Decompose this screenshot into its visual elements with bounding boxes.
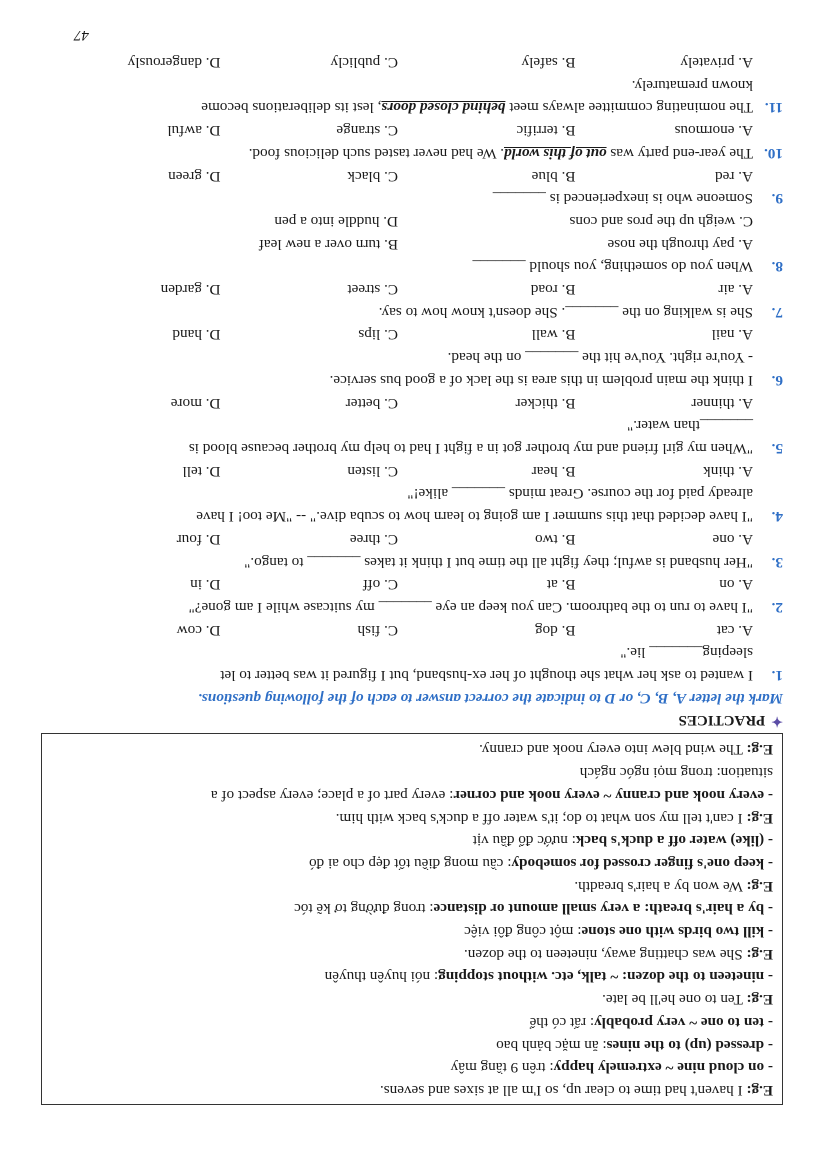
answer-option[interactable]: A. on [719,576,753,594]
question-item [43,323,783,391]
note-text: : nói huyên thuyên [324,968,439,986]
answer-option[interactable]: D. dangerously [127,54,221,72]
note-term: - by a hair's breath: a very small amount or distance [433,900,773,918]
question-line: "Her husband is awful; they fight all the time but I think it takes _______ to tango." [244,553,753,571]
question-number: 3. [771,553,783,571]
answer-option[interactable]: B. thicker [515,394,576,412]
note-line [50,738,773,761]
question-number: 2. [771,598,783,616]
question-line: "When my girl friend and my brother got in a fight I had to help my brother because blood is [188,440,753,458]
question-item [43,277,783,322]
question-line: "I have to run to the bathroom. Can you keep an eye _______ my suitcase while I am gone?" [188,598,753,616]
note-line [50,919,773,942]
question-line: , lest its deliberations become [201,99,382,117]
question-line: I think the main problem in this area is the lack of a good bus service. [329,371,753,389]
note-term: E.g: [746,991,773,1009]
question-text [43,368,783,391]
answer-options [43,459,765,482]
answer-options [43,527,765,550]
note-term: E.g: [746,945,773,963]
question-text [43,96,783,119]
question-line: sleeping_______ lie." [620,644,753,662]
answer-option[interactable]: B. at [546,576,576,594]
note-text: I can't tell my son what to do; it's water off a duck's back with him. [335,809,747,827]
note-text: : nước đổ đầu vịt [472,832,576,850]
answer-option[interactable]: C. lips [358,326,398,344]
note-term: - ten to one ~ very probably [594,1013,773,1031]
note-line [50,783,773,806]
note-term: - on cloud nine ~ extremely happy [553,1059,773,1077]
question-number: 11. [764,99,783,117]
note-text: Ten to one he'll be late. [602,991,747,1009]
question-text [43,663,783,686]
note-line [50,942,773,965]
answer-options [43,573,765,596]
question-number: 10. [764,144,783,162]
answer-option[interactable]: C. street [347,281,398,299]
note-term: - nineteen to the dozen: ~ talk, etc. without stopping [438,968,773,986]
question-item [43,50,783,118]
question-number: 7. [771,303,783,321]
note-term: - kill two birds with one stone [581,923,773,941]
answer-option[interactable]: D. more [170,394,221,412]
question-list [43,50,783,686]
question-item [43,391,783,459]
question-item [43,618,783,686]
note-text: : rất có thể [529,1013,595,1031]
note-line [50,851,773,874]
question-line: The nominating committee always meet [505,99,753,117]
note-text: I haven't had time to clear up, so I'm all at sixes and sevens. [379,1082,747,1099]
answer-option[interactable]: A. privately [680,54,753,72]
answer-options [43,164,765,187]
note-text: She was chatting away, nineteen to the dozen. [464,945,747,963]
note-line [50,1078,773,1101]
answer-option[interactable]: D. hand [172,326,221,344]
question-text [43,300,783,323]
question-text [43,482,765,505]
underlined-phrase: out of this world [504,144,607,162]
note-line [50,897,773,920]
note-term: E.g: [746,1082,773,1099]
practices-heading [43,709,783,731]
note-line [50,1033,773,1056]
note-text: : ăn mặc bảnh bao [496,1036,607,1054]
answer-option[interactable]: D. huddle into a pen [274,212,398,230]
note-text: : trên 9 tầng mây [450,1059,554,1077]
answer-option[interactable]: B. turn over a new leaf [258,235,398,253]
note-term: - keep one's finger crossed for somebody [511,854,773,872]
note-text: : every part of a place; every aspect of a [210,786,454,804]
answer-option[interactable]: D. green [168,167,221,185]
answer-option[interactable]: A. pay through the nose [607,235,753,253]
answer-option[interactable]: D. garden [160,281,221,299]
note-term: - (like) water off a duck's back [575,832,773,850]
question-line: Someone who is inexperienced is _______ [492,190,753,208]
question-text [43,641,765,664]
note-line [50,1056,773,1079]
question-line: I wanted to ask her what she thought of her ex-husband, but I figured it was better to let [220,667,753,685]
answer-option[interactable]: D. four [176,530,221,548]
question-item [43,209,783,277]
note-term: - dressed (up) to the nines [606,1036,773,1054]
question-number: 4. [771,508,783,526]
note-term: - every nook and cranny ~ every nook and corner [453,786,773,804]
answer-option[interactable]: A. air [718,281,753,299]
note-text: : trong đường tơ kẽ tóc [294,900,434,918]
answer-options [43,618,765,641]
answer-option[interactable]: B. terrific [516,122,576,140]
answer-option[interactable]: B. safely [521,54,576,72]
question-text [43,414,765,437]
answer-option[interactable]: B. blue [531,167,576,185]
question-item [43,573,783,618]
note-line [50,806,773,829]
question-text [43,141,783,164]
question-text [43,436,783,459]
note-line [50,829,773,852]
answer-option[interactable]: D. awful [167,122,221,140]
instruction-text: Mark the letter A, B, C, or D to indicate the correct answer to each of the following questions. [197,689,783,707]
note-text: The wind blew into every nook and cranny. [479,741,747,759]
note-line [50,760,773,783]
question-line: She is walking on the _______. She doesn't know how to say. [378,303,753,321]
answer-option[interactable]: A. enormous [674,122,753,140]
note-term: E.g: [746,809,773,827]
answer-option[interactable]: C. publicly [330,54,398,72]
answer-option[interactable]: C. three [349,530,398,548]
question-text [43,550,783,573]
question-text [43,595,783,618]
answer-option[interactable]: B. hear [531,462,576,480]
question-line: The year-end party was [606,144,753,162]
question-line: . We had never tasted such delicious food. [248,144,504,162]
answer-option[interactable]: A. nail [711,326,753,344]
answer-option[interactable]: D. cow [176,621,221,639]
answer-options [43,232,765,255]
question-text [43,187,783,210]
note-term: E.g: [746,741,773,759]
question-text [43,346,765,369]
answer-option[interactable]: A. cat [716,621,753,639]
note-text: : một công đôi việc [464,923,582,941]
question-item [43,164,783,209]
answer-option[interactable]: C. better [345,394,398,412]
answer-options [43,50,765,73]
note-text: : cầu mong điều tốt đẹp cho ai đó [308,854,512,872]
note-text: situation: trong mọi ngóc ngách [579,764,773,782]
answer-option[interactable]: C. weigh up the pros and cons [569,212,753,230]
answer-options [43,277,765,300]
question-line: _______than water." [627,417,753,435]
answer-option[interactable]: C. off [362,576,398,594]
question-line: known prematurely. [631,76,753,94]
question-line: - You're right. You've hit the _______ on the head. [447,349,753,367]
note-term: E.g: [746,877,773,895]
question-item [43,118,783,163]
star-icon: ✦ [771,713,783,729]
answer-option[interactable]: A. one [712,530,753,548]
note-line [50,965,773,988]
question-line: "I have decided that this summer I am going to learn how to scuba dive." -- "Me too! I have [196,508,753,526]
question-number: 9. [771,190,783,208]
note-line [50,874,773,897]
answer-options [43,391,765,414]
answer-option[interactable]: A. thinner [691,394,753,412]
question-number: 6. [771,371,783,389]
note-line [50,1010,773,1033]
answer-option[interactable]: B. dog [534,621,576,639]
answer-option[interactable]: B. two [534,530,576,548]
question-number: 1. [771,667,783,685]
page-number: 47 [74,27,89,43]
answer-option[interactable]: A. red [715,167,753,185]
note-line [50,987,773,1010]
answer-options [43,118,765,141]
answer-option[interactable]: B. wall [531,326,576,344]
answer-option[interactable]: D. in [190,576,221,594]
answer-option[interactable]: A. think [703,462,753,480]
answer-options [43,209,765,232]
question-line: already paid for the course. Great minds _______ alike!" [407,485,753,503]
idiom-notes-box [41,733,783,1105]
answer-options [43,323,765,346]
answer-option[interactable]: D. tell [182,462,221,480]
answer-option[interactable]: C. strange [336,122,398,140]
practices-title: PRACTICES [678,712,766,729]
question-number: 5. [771,440,783,458]
page-content [43,50,783,1105]
question-text [43,504,783,527]
question-line: When you do something, you should _______ [472,258,753,276]
answer-option[interactable]: C. black [347,167,398,185]
answer-option[interactable]: B. road [530,281,576,299]
answer-option[interactable]: C. fish [357,621,398,639]
note-text: We won by a hair's breadth. [574,877,747,895]
question-text [43,255,783,278]
question-item [43,459,783,527]
underlined-phrase: behind closed doors [381,99,506,117]
question-item [43,527,783,572]
question-number: 8. [771,258,783,276]
answer-option[interactable]: C. listen [347,462,398,480]
